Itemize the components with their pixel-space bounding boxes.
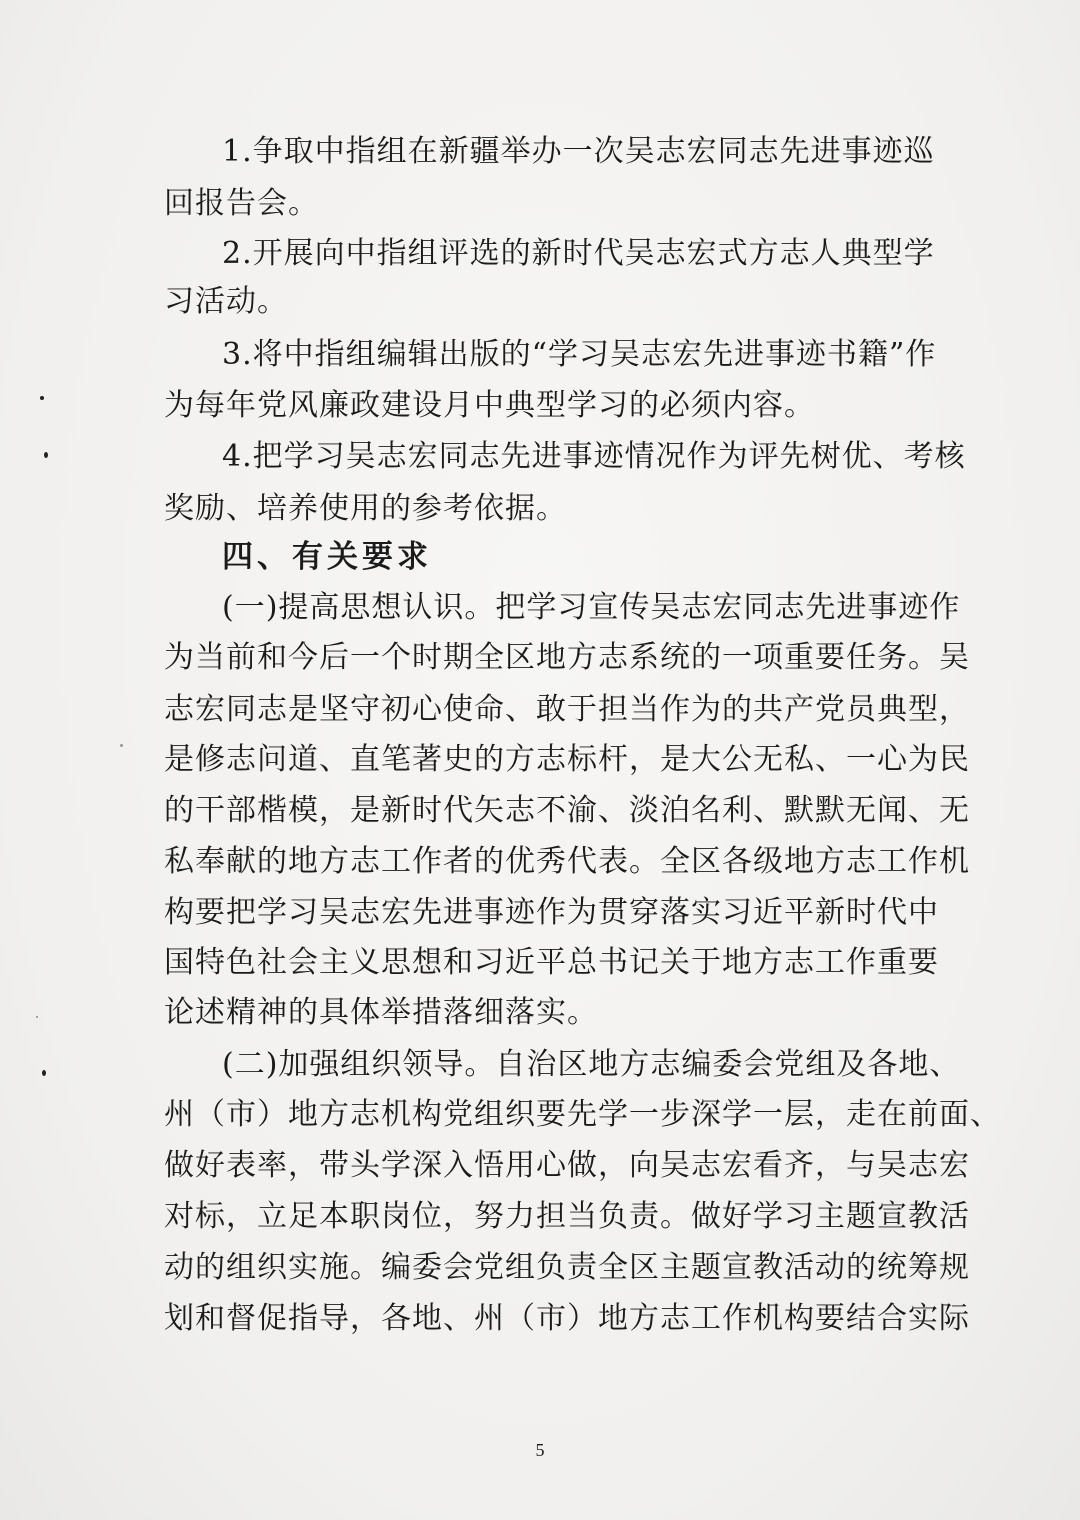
item-1-line-1: 1.争取中指组在新疆举办一次吴志宏同志先进事迹巡	[222, 134, 935, 169]
paragraph-2-line-3: 做好表率，带头学深入悟用心做，向吴志宏看齐，与吴志宏	[164, 1148, 970, 1183]
paragraph-1-line-3: 志宏同志是坚守初心使命、敢于担当作为的共产党员典型，	[164, 692, 970, 727]
paragraph-1-line-4: 是修志问道、直笔著史的方志标杆，是大公无私、一心为民	[164, 742, 970, 777]
paragraph-2-line-6: 划和督促指导，各地、州（市）地方志工作机构要结合实际	[164, 1301, 970, 1336]
section-heading: 四、有关要求	[222, 539, 432, 575]
item-4-line-1: 4.把学习吴志宏同志先进事迹情况作为评先树优、考核	[222, 439, 966, 474]
scan-speck	[44, 452, 48, 458]
item-3-line-2: 为每年党风廉政建设月中典型学习的必须内容。	[164, 388, 815, 423]
paragraph-1-line-9: 论述精神的具体举措落细落实。	[164, 995, 598, 1030]
paragraph-2-line-4: 对标，立足本职岗位，努力担当负责。做好学习主题宣教活	[164, 1199, 970, 1234]
paragraph-2-line-5: 动的组织实施。编委会党组负责全区主题宣教活动的统筹规	[164, 1250, 970, 1285]
item-2-line-2: 习活动。	[164, 284, 288, 319]
item-1-line-2: 回报告会。	[164, 186, 319, 221]
paragraph-2-line-1: (二)加强组织领导。自治区地方志编委会党组及各地、	[222, 1047, 961, 1082]
scan-speck	[36, 1016, 38, 1018]
scan-speck	[120, 744, 123, 747]
paragraph-2-line-2: 州（市）地方志机构党组织要先学一步深学一层，走在前面、	[164, 1097, 1001, 1132]
paragraph-1-line-6: 私奉献的地方志工作者的优秀代表。全区各级地方志工作机	[164, 844, 970, 879]
paragraph-1-line-8: 国特色社会主义思想和习近平总书记关于地方志工作重要	[164, 945, 939, 980]
page-number: 5	[535, 1440, 545, 1460]
paragraph-1-line-2: 为当前和今后一个时期全区地方志系统的一项重要任务。吴	[164, 640, 970, 675]
paragraph-1-line-7: 构要把学习吴志宏先进事迹作为贯穿落实习近平新时代中	[164, 895, 939, 930]
item-2-line-1: 2.开展向中指组评选的新时代吴志宏式方志人典型学	[222, 236, 935, 271]
scan-speck	[42, 1070, 46, 1076]
scan-speck	[40, 396, 44, 400]
paragraph-1-line-5: 的干部楷模，是新时代矢志不渝、淡泊名利、默默无闻、无	[164, 793, 970, 828]
item-4-line-2: 奖励、培养使用的参考依据。	[164, 491, 567, 526]
paragraph-1-line-1: (一)提高思想认识。把学习宣传吴志宏同志先进事迹作	[222, 590, 961, 625]
item-3-line-1: 3.将中指组编辑出版的“学习吴志宏先进事迹书籍”作	[222, 337, 937, 372]
